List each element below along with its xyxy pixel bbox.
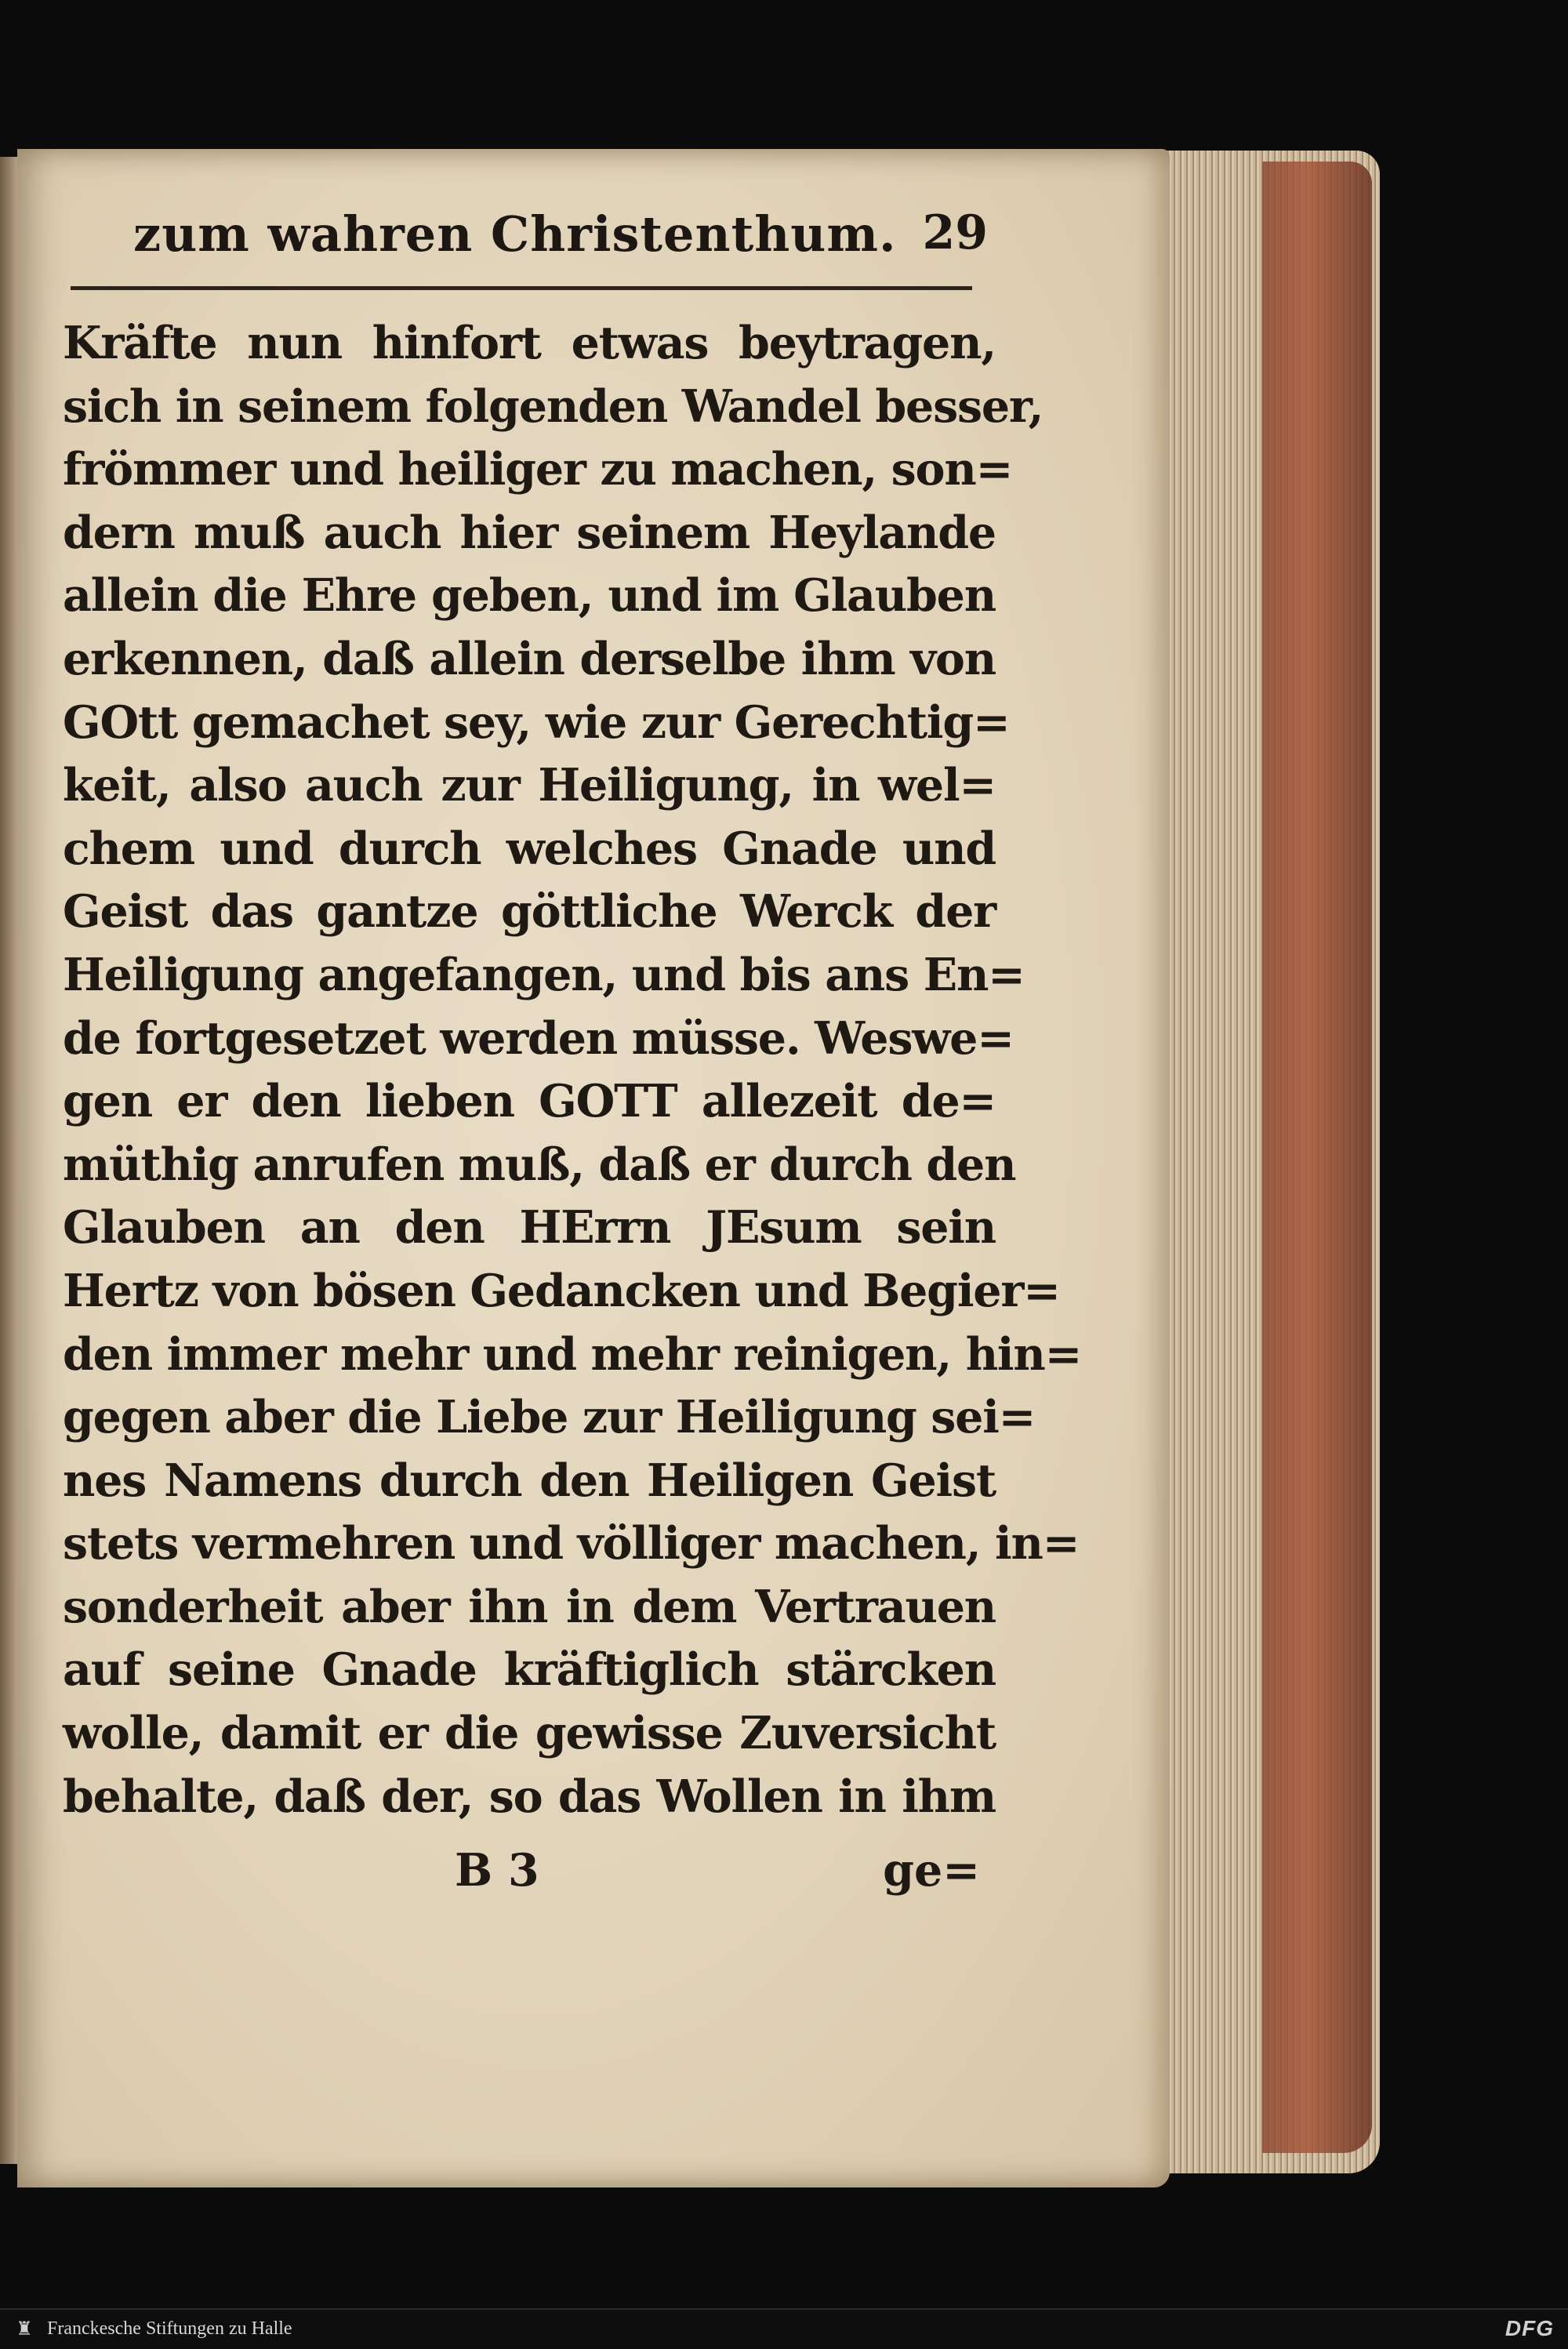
text-line: de fortgesetzet werden müsse. Weswe=: [63, 1011, 1014, 1065]
text-line: keit, also auch zur Heiligung, in wel=: [63, 759, 996, 812]
text-line: sonderheit aber ihn in dem Vertrauen: [63, 1580, 996, 1633]
catchword: ge=: [883, 1844, 980, 1897]
text-line: sich in seinem folgenden Wandel besser,: [63, 379, 1044, 433]
text-line: Hertz von bösen Gedancken und Begier=: [63, 1264, 1060, 1317]
text-line: Glauben an den HErrn JEsum sein: [63, 1201, 996, 1254]
text-line: frömmer und heiliger zu machen, son=: [63, 443, 1013, 496]
running-head-title: zum wahren Christenthum.: [133, 205, 897, 263]
left-page-edge: [0, 157, 17, 2164]
text-line: müthig anrufen muß, daß er durch den: [63, 1138, 1016, 1191]
text-line: Kräfte nun hinfort etwas beytragen,: [63, 317, 996, 369]
text-line: wolle, damit er die gewisse Zuversicht: [63, 1707, 996, 1760]
text-line: dern muß auch hier seinem Heylande: [63, 506, 996, 559]
dfg-logo[interactable]: DFG: [1504, 2316, 1554, 2340]
text-line: erkennen, daß allein derselbe ihm von: [63, 632, 996, 685]
text-line: behalte, daß der, so das Wollen in ihm: [63, 1770, 996, 1823]
text-line: den immer mehr und mehr reinigen, hin=: [63, 1327, 1082, 1381]
signature-line: [455, 1844, 980, 1907]
signature-mark: B 3: [455, 1844, 539, 1897]
text-line: Geist das gantze göttliche Werck der: [63, 885, 996, 939]
text-line: nes Namens durch den Heiligen Geist: [63, 1454, 996, 1507]
text-line: auf seine Gnade kräftiglich stärcken: [63, 1643, 996, 1697]
text-line: GOtt gemachet sey, wie zur Gerechtig=: [63, 695, 1010, 749]
running-head: [118, 205, 988, 276]
text-line: gegen aber die Liebe zur Heiligung sei=: [63, 1391, 1036, 1444]
page-number: 29: [922, 205, 988, 260]
footer-bar: [0, 2308, 1568, 2349]
text-line: chem und durch welches Gnade und: [63, 822, 996, 875]
institution-logo-icon: ♜: [16, 2318, 33, 2340]
text-line: allein die Ehre geben, und im Glauben: [63, 569, 996, 623]
text-line: Heiligung angefangen, und bis ans En=: [63, 948, 1025, 1001]
text-line: stets vermehren und völliger machen, in=: [63, 1517, 1080, 1570]
institution-name[interactable]: Franckesche Stiftungen zu Halle: [47, 2318, 292, 2339]
head-rule: [71, 286, 972, 290]
text-line: gen er den lieben GOTT allezeit de=: [63, 1075, 996, 1128]
text-block: [63, 312, 1082, 1828]
red-edge-coloring: [1262, 162, 1372, 2153]
